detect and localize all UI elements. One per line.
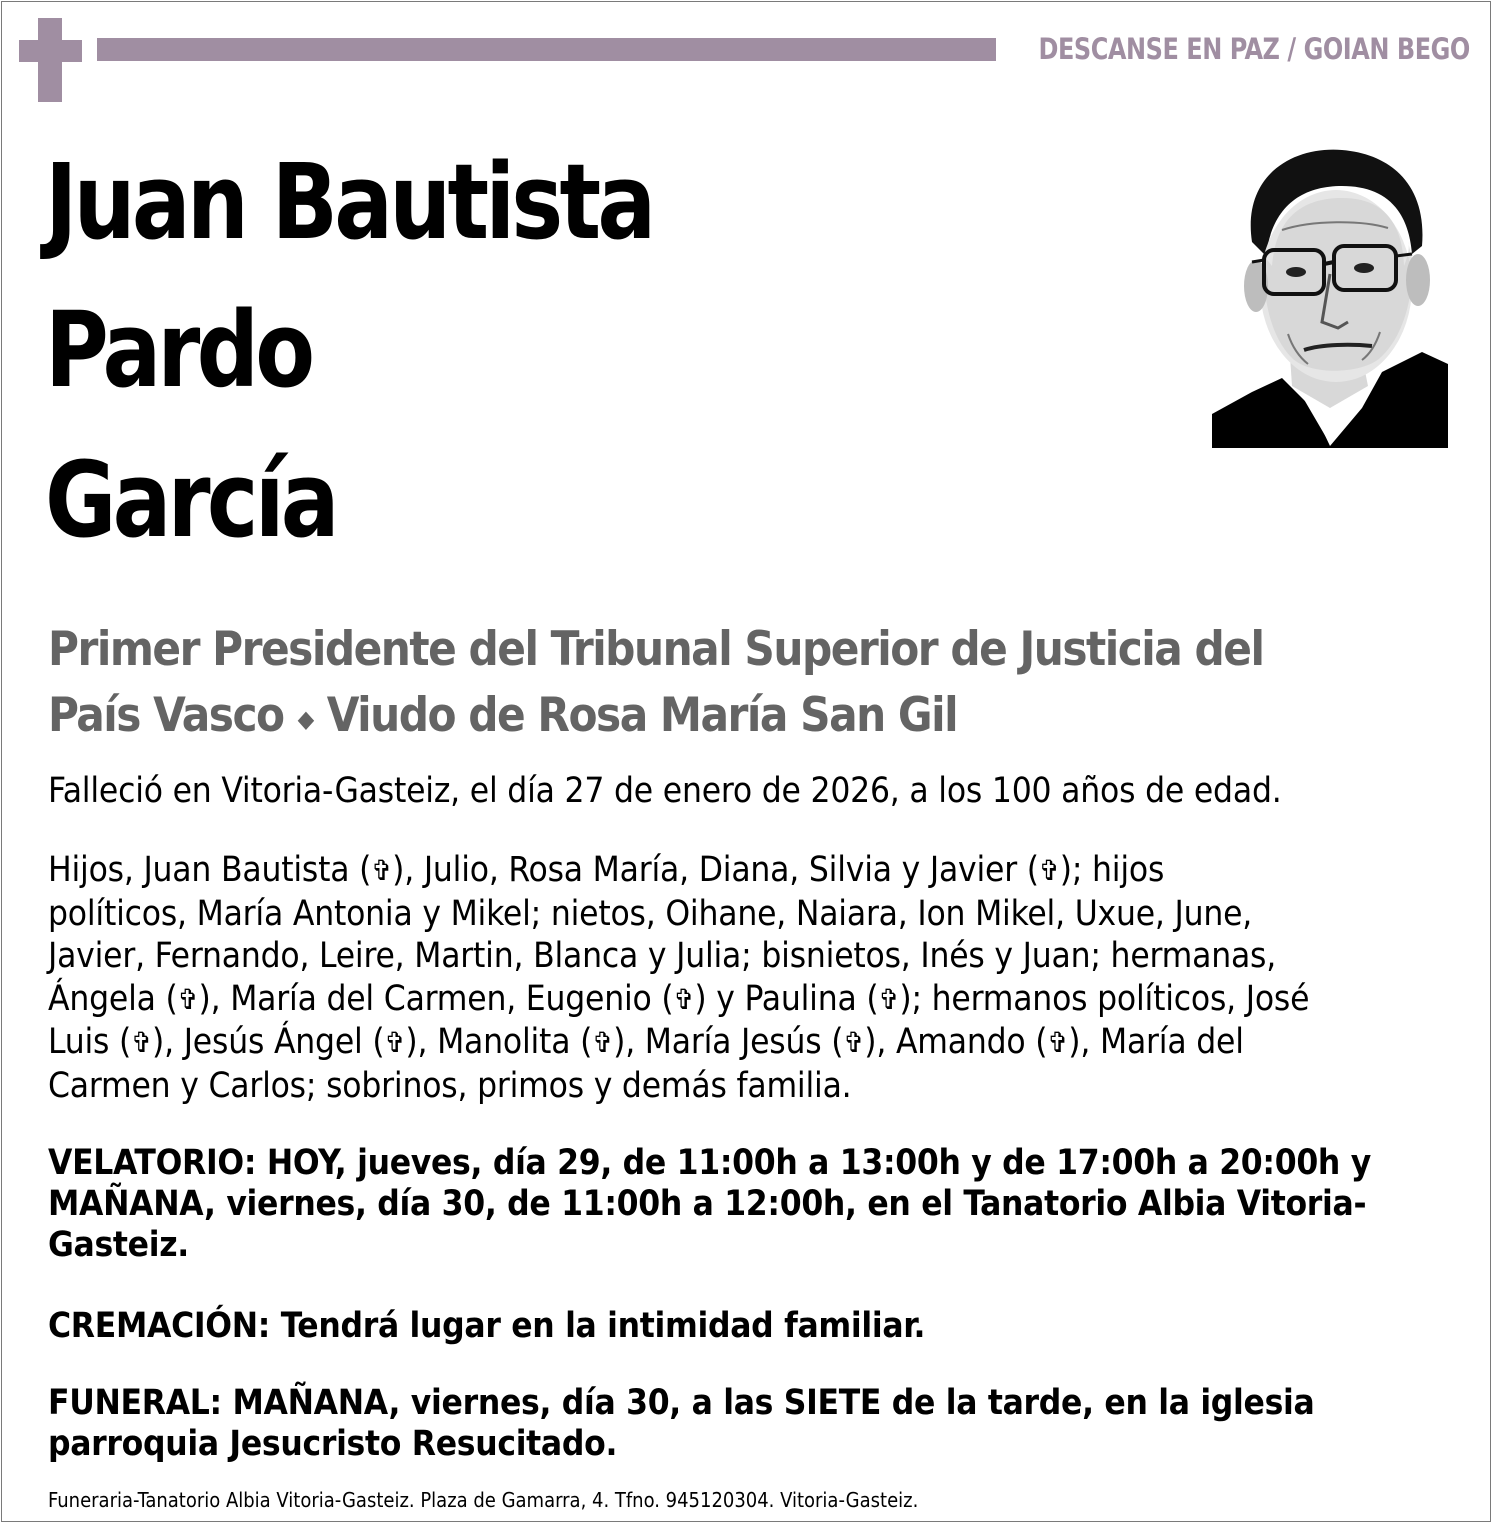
portrait-photo <box>1212 146 1448 448</box>
header-bar <box>97 38 996 61</box>
diamond-icon: ◆ <box>297 704 313 733</box>
family-line-1: Hijos, Juan Bautista (✞), Julio, Rosa María, Diana, Silvia y Javier (✞); hijos <box>48 849 1458 893</box>
cross-icon: ✞ <box>384 1026 406 1060</box>
cross-icon: ✞ <box>177 982 199 1016</box>
cross-icon: ✞ <box>131 1026 153 1060</box>
death-notice: Falleció en Vitoria-Gasteiz, el día 27 de enero de 2026, a los 100 años de edad. <box>48 771 1282 811</box>
family-line-4: Ángela (✞), María del Carmen, Eugenio (✞) y Paulina (✞); hermanos políticos, José <box>48 978 1458 1022</box>
family-line-2: políticos, María Antonia y Mikel; nietos, Oihane, Naiara, Ion Mikel, Uxue, June, <box>48 893 1253 934</box>
cross-icon: ✞ <box>1038 854 1060 887</box>
velatorio-line-2: MAÑANA, viernes, día 30, de 11:00h a 12:00h, en el Tanatorio Albia Vitoria- <box>48 1184 1367 1224</box>
velatorio-line-3: Gasteiz. <box>48 1225 189 1265</box>
name-line-1: Juan Bautista <box>45 141 653 263</box>
subtitle <box>48 617 1448 752</box>
cross-icon: ✞ <box>843 1026 865 1060</box>
cross-icon: ✞ <box>592 1026 614 1060</box>
family-line-3: Javier, Fernando, Leire, Martin, Blanca y Julia; bisnietos, Inés y Juan; hermanas, <box>48 936 1277 977</box>
cross-icon: ✞ <box>878 982 900 1016</box>
footer: Funeraria-Tanatorio Albia Vitoria-Gasteiz. Plaza de Gamarra, 4. Tfno. 945120304. Vitoria-Gasteiz. <box>48 1488 919 1512</box>
funeral-line-2: parroquia Jesucristo Resucitado. <box>48 1424 618 1464</box>
subtitle-line-2 <box>48 683 1448 752</box>
family-line-6: Carmen y Carlos; sobrinos, primos y demás familia. <box>48 1065 852 1106</box>
cremacion <box>48 1306 1458 1347</box>
velatorio-line-1: VELATORIO: HOY, jueves, día 29, de 11:00h a 13:00h y de 17:00h a 20:00h y <box>48 1143 1371 1183</box>
funeral <box>48 1383 1458 1465</box>
subtitle-line-1: Primer Presidente del Tribunal Superior de Justicia del <box>48 622 1264 677</box>
family-line-5: Luis (✞), Jesús Ángel (✞), Manolita (✞), María Jesús (✞), Amando (✞), María del <box>48 1021 1458 1065</box>
name-line-3: García <box>45 439 336 561</box>
velatorio <box>48 1143 1458 1266</box>
cross-icon: ✞ <box>371 854 393 887</box>
cross-icon: ✞ <box>1047 1026 1069 1060</box>
subtitle-line-2a: País Vasco <box>48 688 284 743</box>
header-tagline: DESCANSE EN PAZ / GOIAN BEGO <box>1038 32 1470 66</box>
cross-icon: ✞ <box>673 982 695 1016</box>
funeral-line-1: FUNERAL: MAÑANA, viernes, día 30, a las SIETE de la tarde, en la iglesia <box>48 1383 1315 1423</box>
subtitle-line-2b: Viudo de Rosa María San Gil <box>326 688 958 743</box>
cremacion-line: CREMACIÓN: Tendrá lugar en la intimidad familiar. <box>48 1306 926 1346</box>
family-paragraph <box>48 849 1458 1108</box>
name-line-2: Pardo <box>45 289 312 411</box>
